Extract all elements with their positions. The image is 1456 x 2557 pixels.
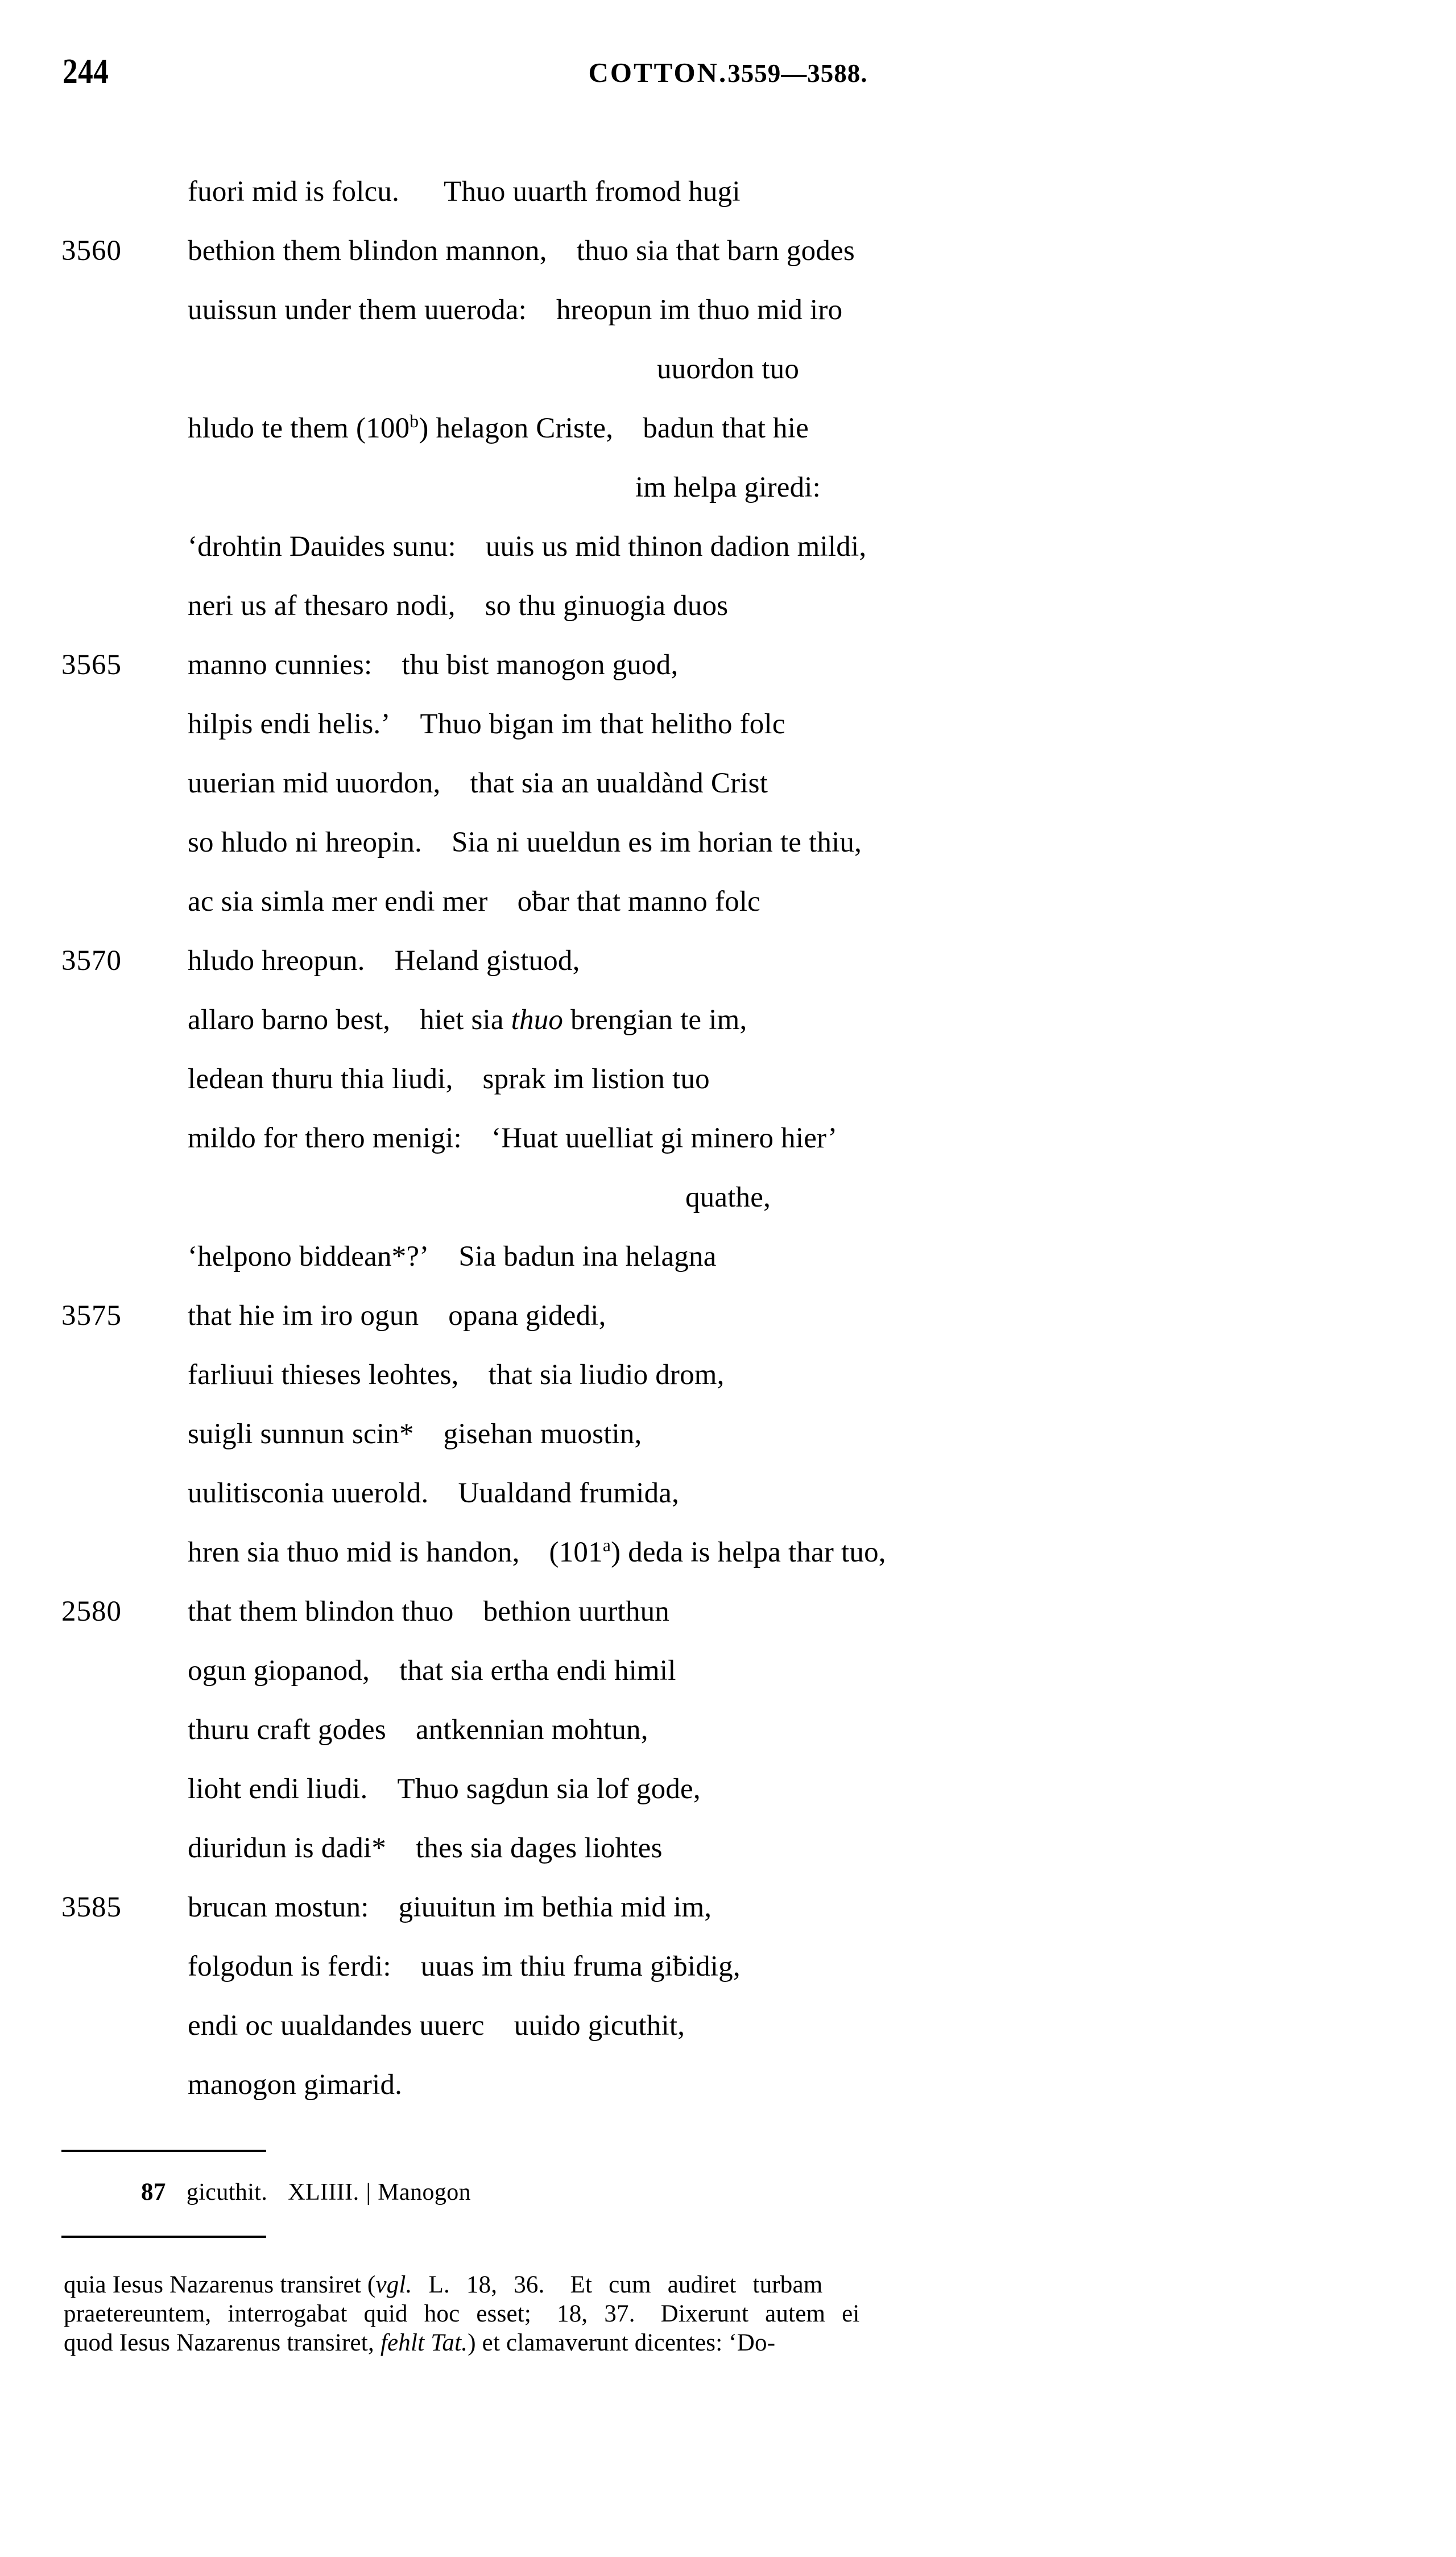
verse-line-text: brucan mostun: giuuitun im bethia mid im, xyxy=(188,1891,712,1923)
verse-line xyxy=(0,635,1456,695)
verse-line xyxy=(0,458,1456,517)
verse-line xyxy=(0,1641,1456,1700)
latin-source-footnote xyxy=(0,2271,1456,2357)
verse-line xyxy=(0,2055,1456,2114)
apparatus-catchword: Manogon xyxy=(378,2179,471,2205)
verse-line-text: manno cunnies: thu bist manogon guod, xyxy=(188,649,679,681)
verse-line-number: 3575 xyxy=(61,1300,122,1332)
latin-note-line-1: quia Iesus Nazarenus transiret (vgl. L. 18, 36. Et cum audiret turbam xyxy=(64,2271,823,2299)
verse-line-text: folgodun is ferdi: uuas im thiu fruma giƀidig, xyxy=(188,1951,741,1982)
verse-line-text: hludo hreopun. Heland gistuod, xyxy=(188,945,580,977)
running-head-title xyxy=(0,59,1456,86)
verse-line xyxy=(0,221,1456,280)
verse-line-text: neri us af thesaro nodi, so thu ginuogia duos xyxy=(188,590,729,622)
verse-line-text: allaro barno best, hiet sia thuo brengian te im, xyxy=(188,1004,747,1036)
apparatus-rule-top xyxy=(61,2150,266,2152)
verse-line-text: lioht endi liudi. Thuo sagdun sia lof gode, xyxy=(188,1773,701,1805)
verse-line xyxy=(0,340,1456,399)
verse-line-text: ledean thuru thia liudi, sprak im listion tuo xyxy=(188,1063,710,1095)
verse-line xyxy=(0,1227,1456,1286)
apparatus-divider: | xyxy=(366,2179,371,2205)
verse-line-text: thuru craft godes antkennian mohtun, xyxy=(188,1714,648,1746)
apparatus-line-number: 87 xyxy=(141,2179,166,2205)
page-number: 244 xyxy=(63,52,109,91)
verse-line xyxy=(0,990,1456,1050)
verse-line-text: hilpis endi helis.’ Thuo bigan im that helitho folc xyxy=(188,708,785,740)
verse-line-text: suigli sunnun scin* gisehan muostin, xyxy=(188,1418,642,1450)
verse-line xyxy=(0,1582,1456,1641)
verse-text-block xyxy=(0,162,1456,2114)
verse-line-number: 3585 xyxy=(61,1891,122,1923)
verse-line xyxy=(0,162,1456,221)
running-head xyxy=(0,54,1456,151)
verse-line xyxy=(0,1405,1456,1464)
verse-line-text: quathe, xyxy=(685,1182,771,1213)
verse-line xyxy=(0,1345,1456,1405)
verse-line-text: uuerian mid uuordon, that sia an uualdànd Crist xyxy=(188,767,768,799)
apparatus-section-number: XLIIII. xyxy=(288,2179,359,2205)
verse-line-text: mildo for thero menigi: ‘Huat uuelliat gi minero hier’ xyxy=(188,1122,838,1154)
verse-line xyxy=(0,1286,1456,1345)
verse-line-text: hren sia thuo mid is handon, (101$^a$) deda is helpa thar tuo, xyxy=(188,1535,886,1568)
verse-line xyxy=(0,1700,1456,1759)
verse-line xyxy=(0,1819,1456,1878)
verse-line-number: 2580 xyxy=(61,1596,122,1627)
verse-line xyxy=(0,576,1456,635)
verse-line-text: that them blindon thuo bethion uurthun xyxy=(188,1596,669,1627)
latin-note-line-2: praetereuntem, interrogabat quid hoc esset; 18, 37. Dixerunt autem ei xyxy=(64,2300,860,2328)
verse-range: 3559—3588. xyxy=(727,59,868,88)
verse-line-text: endi oc uualdandes uuerc uuido gicuthit, xyxy=(188,2010,685,2042)
verse-line-text: so hludo ni hreopin. Sia ni uueldun es im horian te thiu, xyxy=(188,827,862,858)
verse-line xyxy=(0,1878,1456,1937)
verse-line xyxy=(0,1759,1456,1819)
verse-line xyxy=(0,754,1456,813)
verse-line-text: ‘drohtin Dauides sunu: uuis us mid thinon dadion mildi, xyxy=(188,531,867,563)
verse-line-text: uuissun under them uueroda: hreopun im thuo mid iro xyxy=(188,294,843,326)
verse-line xyxy=(0,1109,1456,1168)
verse-line xyxy=(0,517,1456,576)
latin-note-line-3: quod Iesus Nazarenus transiret, fehlt Tat.) et clamaverunt dicentes: ‘Do- xyxy=(64,2329,776,2356)
verse-line-number: 3570 xyxy=(61,945,122,977)
apparatus-lemma: gicuthit. xyxy=(186,2179,268,2205)
verse-line-text: hludo te them (100$^b$) helagon Criste, badun that hie xyxy=(188,411,809,444)
verse-line-number: 3560 xyxy=(61,235,122,267)
verse-line-text: fuori mid is folcu. Thuo uuarth fromod hugi xyxy=(188,176,741,208)
verse-line xyxy=(0,1937,1456,1996)
verse-line-text: that hie im iro ogun opana gidedi, xyxy=(188,1300,606,1332)
verse-line-number: 3565 xyxy=(61,649,122,681)
verse-line-text: manogon gimarid. xyxy=(188,2069,403,2101)
verse-line-text: uuordon tuo xyxy=(656,353,800,385)
verse-line xyxy=(0,872,1456,931)
verse-line-text: ogun giopanod, that sia ertha endi himil xyxy=(188,1655,676,1687)
verse-line xyxy=(0,1996,1456,2055)
verse-line-text: bethion them blindon mannon, thuo sia that barn godes xyxy=(188,235,855,267)
verse-line xyxy=(0,280,1456,340)
verse-line-text: uulitisconia uuerold. Uualdand frumida, xyxy=(188,1477,680,1509)
critical-apparatus xyxy=(0,2178,1456,2206)
verse-line-text: ‘helpono biddean*?’ Sia badun ina helagna xyxy=(188,1241,717,1273)
apparatus-rule-bottom xyxy=(61,2236,266,2238)
verse-line xyxy=(0,399,1456,458)
document-page xyxy=(0,54,1456,2557)
verse-line-text: diuridun is dadi* thes sia dages liohtes xyxy=(188,1832,663,1864)
manuscript-name: COTTON. xyxy=(588,57,728,88)
verse-line xyxy=(0,1050,1456,1109)
verse-line xyxy=(0,695,1456,754)
verse-line-text: im helpa giredi: xyxy=(635,472,821,503)
verse-line-text: ac sia simla mer endi mer oƀar that manno folc xyxy=(188,886,761,918)
verse-line xyxy=(0,1168,1456,1227)
verse-line xyxy=(0,1523,1456,1582)
verse-line xyxy=(0,813,1456,872)
verse-line xyxy=(0,931,1456,990)
verse-line xyxy=(0,1464,1456,1523)
verse-line-text: farliuui thieses leohtes, that sia liudio drom, xyxy=(188,1359,725,1391)
